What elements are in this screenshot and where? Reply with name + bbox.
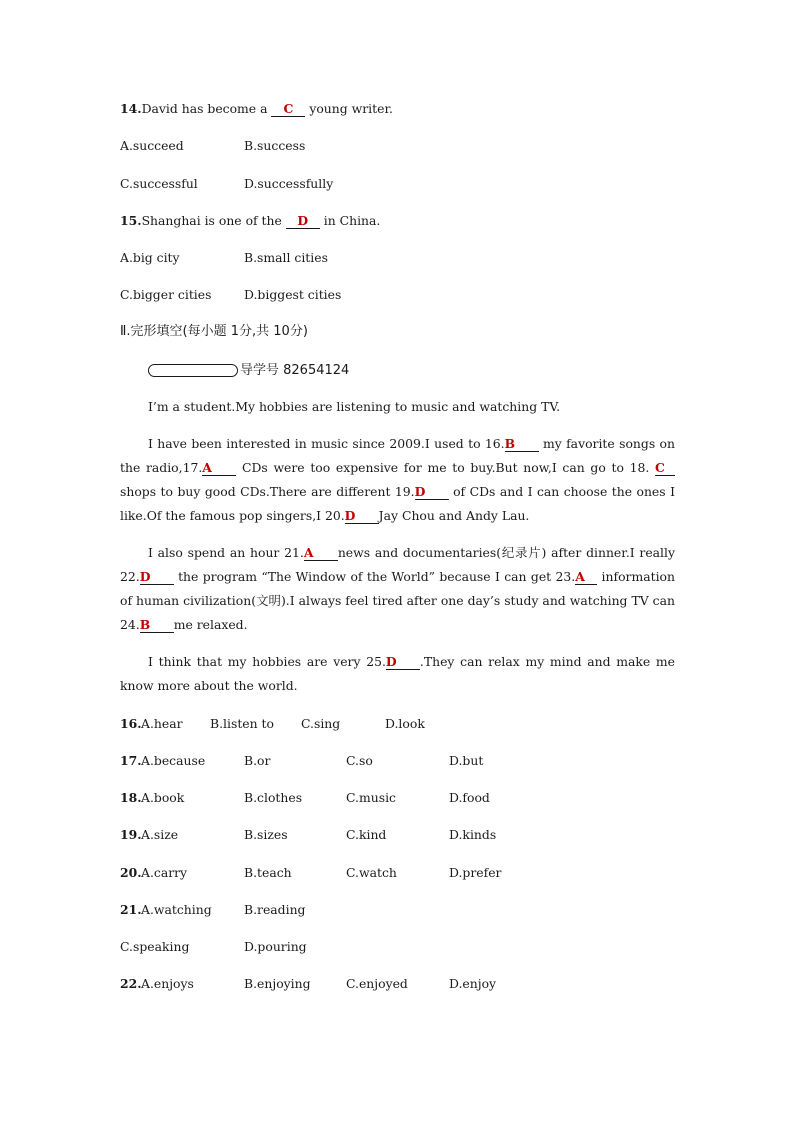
question-number: 18. (120, 790, 142, 805)
passage-paragraph-1: I’m a student.My hobbies are listening to music and watching TV. (148, 399, 561, 414)
answer-blank-23: A (575, 570, 597, 585)
option-d: D.food (449, 790, 490, 805)
option-b: B.teach (244, 865, 292, 880)
option-b: B.reading (244, 902, 306, 917)
answer-blank-25: D (386, 655, 420, 670)
option-d: D.biggest cities (244, 287, 342, 302)
option-c: C.bigger cities (120, 287, 212, 302)
label-pill-shape (148, 364, 238, 377)
question-number: 15. (120, 213, 142, 228)
answer-blank: C (271, 102, 305, 117)
answer-blank-20: D (345, 509, 379, 524)
option-a: A.size (141, 827, 179, 842)
option-c: C.watch (346, 865, 397, 880)
guide-number: 导学号 82654124 (240, 363, 350, 378)
stem-text: David has become a (141, 101, 272, 116)
option-d: D.enjoy (449, 976, 497, 991)
option-b: B.sizes (244, 827, 288, 842)
option-a: A.succeed (120, 138, 184, 153)
option-a: A.big city (120, 250, 180, 265)
option-b: B.success (244, 138, 306, 153)
option-b: B.small cities (244, 250, 328, 265)
question-15-stem (120, 213, 380, 229)
passage-text: shops to buy good CDs.There are different 19. (120, 484, 415, 499)
stem-text: young writer. (305, 101, 393, 116)
option-d: D.look (385, 716, 425, 731)
option-c: C.music (346, 790, 396, 805)
guide-number-row (148, 362, 349, 379)
question-14-stem (120, 101, 393, 117)
option-c: C.kind (346, 827, 387, 842)
option-b: B.clothes (244, 790, 303, 805)
question-number: 22. (120, 976, 142, 991)
passage-paragraph-3 (120, 541, 675, 637)
passage-text: news and documentaries(纪录片) after dinner.I really 22. (120, 545, 675, 584)
passage-text: my favorite songs on the radio,17. (120, 436, 675, 475)
question-number: 21. (120, 902, 142, 917)
option-a: A.carry (141, 865, 188, 880)
option-d: D.pouring (244, 939, 307, 954)
passage-text: Jay Chou and Andy Lau. (378, 508, 530, 523)
passage-paragraph-2 (120, 432, 675, 528)
answer-blank: D (286, 214, 320, 229)
answer-blank-18: C (655, 461, 675, 476)
option-b: B.enjoying (244, 976, 311, 991)
option-c: C.speaking (120, 939, 190, 954)
option-a: A.watching (141, 902, 212, 917)
passage-paragraph-4 (120, 650, 675, 698)
answer-blank-24: B (140, 618, 174, 633)
option-d: D.but (449, 753, 484, 768)
option-b: B.or (244, 753, 271, 768)
passage-text: information of human civilization(文明).I always feel tired after one day’s study and watching TV can 24. (120, 569, 675, 632)
answer-blank-16: B (505, 437, 539, 452)
option-a: A.enjoys (141, 976, 194, 991)
option-d: D.kinds (449, 827, 497, 842)
section-title: Ⅱ.完形填空(每小题 1分,共 10分) (120, 324, 308, 339)
option-a: A.book (141, 790, 185, 805)
passage-text: .They can relax my mind and make me know more about the world. (120, 654, 676, 693)
answer-blank-17: A (202, 461, 236, 476)
option-a: A.because (141, 753, 206, 768)
option-d: D.successfully (244, 176, 334, 191)
passage-text: I think that my hobbies are very 25. (148, 654, 386, 669)
question-number: 16. (120, 716, 142, 731)
option-c: C.sing (301, 716, 341, 731)
answer-blank-21: A (304, 546, 338, 561)
answer-blank-19: D (415, 485, 449, 500)
question-number: 17. (120, 753, 142, 768)
option-c: C.enjoyed (346, 976, 408, 991)
option-c: C.so (346, 753, 373, 768)
question-number: 20. (120, 865, 142, 880)
question-number: 19. (120, 827, 142, 842)
passage-text: me relaxed. (173, 617, 248, 632)
passage-text: I also spend an hour 21. (148, 545, 304, 560)
answer-blank-22: D (140, 570, 174, 585)
passage-text: CDs were too expensive for me to buy.But now,I can go to 18. (236, 460, 650, 475)
option-b: B.listen to (210, 716, 274, 731)
option-c: C.successful (120, 176, 198, 191)
passage-text: of CDs and I can choose the ones I like.Of the famous pop singers,I 20. (120, 484, 675, 523)
passage-text: the program “The Window of the World” because I can get 23. (173, 569, 576, 584)
option-d: D.prefer (449, 865, 502, 880)
question-number: 14. (120, 101, 142, 116)
stem-text: in China. (319, 213, 381, 228)
passage-text: I have been interested in music since 2009.I used to 16. (148, 436, 505, 451)
stem-text: Shanghai is one of the (141, 213, 286, 228)
option-a: A.hear (141, 716, 183, 731)
